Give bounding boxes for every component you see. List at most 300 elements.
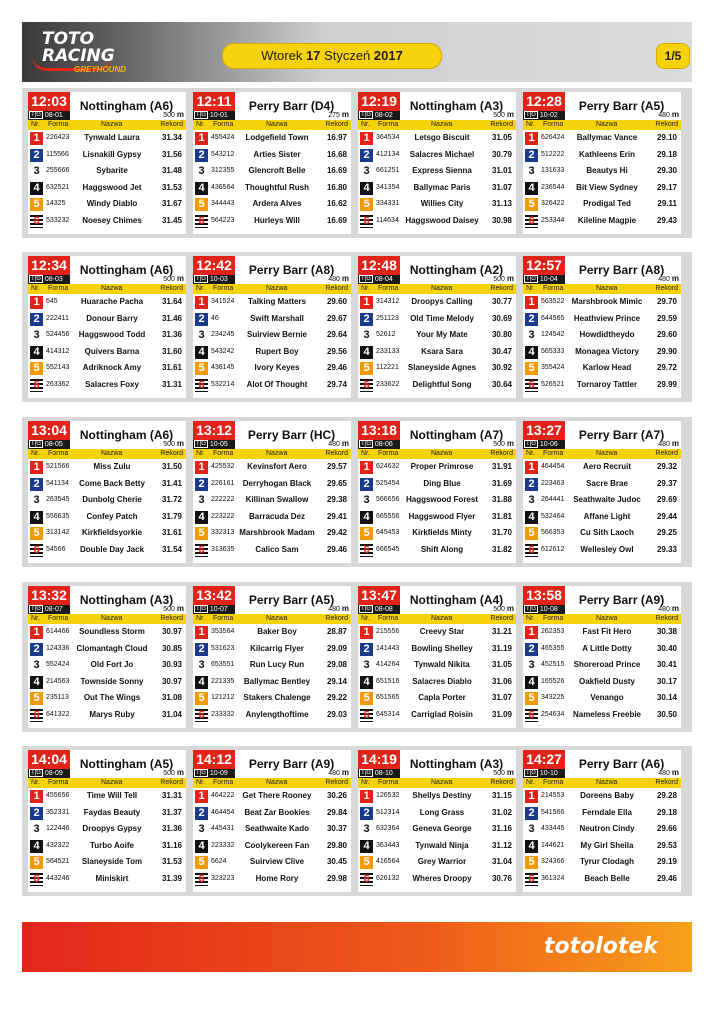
col-forma: Forma [48, 450, 69, 457]
race-code [28, 769, 70, 778]
distance-unit: m [506, 110, 514, 119]
runner-form: 524456 [46, 331, 70, 338]
col-nazwa: Nazwa [101, 615, 123, 622]
race-code-value: 08-02 [374, 112, 393, 119]
trap-number: 4 [195, 346, 208, 359]
runner-form: 131633 [541, 167, 565, 174]
runner-form: 54566 [46, 545, 66, 553]
runner-record: 31.21 [491, 627, 512, 636]
race-distance [658, 439, 679, 448]
runner-row [523, 838, 681, 855]
col-nazwa: Nazwa [101, 450, 123, 457]
race-code [193, 769, 235, 778]
runner-record: 31.61 [161, 363, 182, 372]
runner-form: 443246 [46, 874, 70, 882]
runner-row [523, 657, 681, 674]
runner-name: Donour Barry [86, 313, 138, 323]
tg-badge-icon: T|G [31, 276, 41, 283]
table-header [193, 449, 351, 459]
runner-form: 452515 [541, 661, 565, 668]
runner-form: 253344 [541, 216, 565, 224]
runner-form: 46 [211, 314, 219, 322]
distance-unit: m [671, 439, 679, 448]
runner-name: Droopys Gypsy [82, 824, 142, 833]
runner-form: 233133 [376, 347, 400, 355]
race-code [523, 769, 565, 778]
runner-name: Salacres Diablo [412, 676, 472, 686]
runner-form: 334331 [376, 200, 400, 207]
trap-number: 5 [30, 856, 43, 869]
trap-number: 5 [195, 856, 208, 869]
runner-row [28, 690, 186, 707]
race-header [28, 421, 186, 449]
distance-value: 500 [493, 770, 505, 777]
runner-name: Ding Blue [423, 478, 461, 488]
runner-name: Ardera Alves [252, 199, 302, 208]
runner-name: Rupert Boy [255, 346, 299, 356]
runner-row [28, 360, 186, 377]
runner-name: Dunbolg Cherie [82, 495, 142, 504]
runner-record: 31.37 [161, 807, 182, 817]
race-code-value: 08-10 [374, 770, 393, 777]
runner-record: 29.64 [326, 330, 347, 339]
runner-name: Long Grass [419, 807, 465, 817]
page-number: 1/5 [656, 43, 690, 69]
col-rekord: Rekord [655, 285, 678, 292]
tg-badge-icon: T|G [361, 770, 371, 777]
runner-form: 626424 [541, 134, 565, 141]
col-nazwa: Nazwa [266, 285, 288, 292]
trap-number: 2 [30, 643, 43, 656]
race-track: Nottingham (A2) [409, 263, 504, 277]
runner-record: 29.80 [326, 840, 347, 850]
runner-record: 31.46 [161, 313, 182, 323]
trap-number: 4 [30, 676, 43, 689]
race-distance [328, 768, 349, 777]
col-nr: Nr. [31, 779, 40, 786]
runner-record: 30.64 [491, 379, 512, 389]
runner-record: 31.45 [161, 215, 182, 225]
runner-form: 114634 [376, 216, 399, 224]
runner-row [523, 624, 681, 641]
runner-record: 29.46 [656, 873, 677, 883]
trap-number: 4 [525, 840, 538, 853]
col-nazwa: Nazwa [266, 121, 288, 128]
runner-name: Miniskirt [95, 873, 129, 883]
runner-record: 29.74 [326, 379, 347, 389]
runner-name: Ballymac Paris [413, 182, 471, 192]
trap-number: 2 [525, 313, 538, 326]
tg-badge-icon: T|G [196, 770, 206, 777]
distance-value: 500 [493, 441, 505, 448]
trap-number: 6 [30, 379, 43, 392]
race-distance [658, 768, 679, 777]
race-code-value: 08-01 [44, 112, 63, 119]
distance-unit: m [506, 604, 514, 613]
runner-name: Tynwald Ninja [415, 840, 469, 850]
runner-record: 30.98 [491, 215, 512, 225]
runner-row [358, 344, 516, 361]
distance-unit: m [176, 768, 184, 777]
runner-row [358, 509, 516, 526]
distance-unit: m [176, 274, 184, 283]
race-distance [493, 604, 514, 613]
trap-number: 3 [30, 823, 43, 836]
runner-name: Heathview Prince [573, 313, 641, 323]
runner-form: 236544 [541, 183, 565, 191]
runner-row [523, 213, 681, 230]
table-header [358, 614, 516, 624]
race-code-value: 10-09 [209, 770, 228, 777]
race-time: 14:19 [358, 750, 400, 769]
runner-record: 29.42 [326, 528, 347, 537]
runner-row [358, 854, 516, 871]
trap-number: 2 [195, 313, 208, 326]
col-forma: Forma [213, 450, 234, 457]
runner-row [523, 147, 681, 164]
col-rekord: Rekord [325, 450, 348, 457]
runner-name: Seathwaite Judoc [573, 495, 641, 504]
col-nazwa: Nazwa [596, 450, 618, 457]
runner-form: 641322 [46, 710, 70, 718]
race-code [28, 111, 70, 120]
runner-form: 121212 [211, 694, 235, 701]
runner-form: 651565 [376, 694, 400, 701]
runner-form: 532464 [541, 512, 565, 520]
race-code [523, 440, 565, 449]
runner-row [358, 821, 516, 838]
runner-record: 30.69 [491, 313, 512, 323]
date-day: 17 [305, 48, 321, 63]
runner-row [358, 542, 516, 559]
runner-form: 445431 [211, 825, 235, 832]
trap-number: 1 [360, 132, 373, 145]
runner-form: 526521 [541, 380, 565, 388]
trap-number: 5 [30, 692, 43, 705]
col-nazwa: Nazwa [596, 779, 618, 786]
tg-badge-icon: T|G [526, 112, 536, 119]
runner-row [193, 674, 351, 691]
runner-form: 432322 [46, 841, 70, 849]
race-time: 12:57 [523, 256, 565, 275]
runner-form: 251123 [376, 314, 399, 322]
runner-name: Barracuda Dez [248, 511, 306, 521]
tg-badge-icon: T|G [526, 606, 536, 613]
race-time: 13:32 [28, 586, 70, 605]
runner-name: Karlow Head [582, 363, 632, 372]
runner-form: 126532 [376, 792, 400, 799]
runner-name: Tyrur Clodagh [579, 857, 635, 866]
logo-text-racing: RACING [42, 46, 115, 66]
runner-row [193, 492, 351, 509]
trap-number: 2 [30, 807, 43, 820]
race-time: 13:04 [28, 421, 70, 440]
runner-name: Clomantagh Cloud [76, 643, 148, 653]
trap-number: 2 [30, 149, 43, 162]
race-header [358, 586, 516, 614]
runner-row [358, 163, 516, 180]
runner-record: 31.07 [491, 182, 512, 192]
runner-name: Old Fort Jo [90, 660, 134, 669]
runner-row [358, 788, 516, 805]
runner-name: Soundless Storm [79, 627, 145, 636]
trap-number: 5 [360, 692, 373, 705]
runner-record: 31.04 [491, 857, 512, 866]
runner-record: 16.68 [326, 149, 347, 159]
col-nazwa: Nazwa [266, 450, 288, 457]
distance-value: 500 [493, 276, 505, 283]
trap-number: 5 [360, 362, 373, 375]
runner-form: 326422 [541, 200, 565, 207]
runner-row [358, 130, 516, 147]
runner-form: 414312 [46, 347, 70, 355]
table-header [523, 120, 681, 130]
race-header [193, 586, 351, 614]
race-code [358, 111, 400, 120]
col-rekord: Rekord [490, 779, 513, 786]
trap-number: 3 [30, 329, 43, 342]
runner-name: My Girl Sheila [580, 840, 634, 850]
runner-record: 29.90 [656, 346, 677, 356]
runner-record: 16.69 [326, 166, 347, 175]
race-card [193, 750, 351, 892]
table-header [523, 449, 681, 459]
col-rekord: Rekord [655, 779, 678, 786]
race-track: Nottingham (A5) [79, 757, 174, 771]
tg-badge-icon: T|G [196, 112, 206, 119]
distance-unit: m [671, 604, 679, 613]
col-forma: Forma [48, 285, 69, 292]
runner-record: 29.46 [326, 363, 347, 372]
runner-record: 29.08 [326, 660, 347, 669]
trap-number: 3 [360, 659, 373, 672]
trap-number: 6 [30, 215, 43, 228]
distance-value: 500 [163, 112, 175, 119]
runner-name: Beautys Hi [586, 166, 628, 175]
trap-number: 2 [30, 478, 43, 491]
col-rekord: Rekord [160, 450, 183, 457]
runner-row [28, 641, 186, 658]
runner-form: 14325 [46, 200, 66, 207]
runner-record: 30.45 [326, 857, 347, 866]
col-forma: Forma [213, 615, 234, 622]
race-track: Nottingham (A3) [79, 593, 174, 607]
race-header [523, 750, 681, 778]
col-forma: Forma [48, 615, 69, 622]
runner-record: 29.18 [656, 807, 677, 817]
runner-form: 355424 [541, 364, 565, 371]
race-header [193, 750, 351, 778]
runner-form: 455656 [46, 792, 70, 799]
runner-form: 552424 [46, 661, 70, 668]
trap-number: 3 [525, 823, 538, 836]
runner-form: 221335 [211, 677, 235, 685]
runner-record: 31.06 [491, 676, 512, 686]
trap-number: 6 [30, 544, 43, 557]
trap-number: 1 [195, 626, 208, 639]
distance-unit: m [506, 439, 514, 448]
runner-record: 30.50 [656, 709, 677, 719]
col-nr: Nr. [196, 121, 205, 128]
trap-number: 6 [525, 544, 538, 557]
trap-number: 4 [525, 676, 538, 689]
runner-row [358, 213, 516, 230]
race-code-value: 08-03 [44, 276, 63, 283]
race-code [193, 440, 235, 449]
race-code-value: 08-07 [44, 606, 63, 613]
runner-name: Windy Diablo [86, 199, 138, 208]
runner-record: 29.10 [656, 133, 677, 142]
trap-number: 2 [195, 807, 208, 820]
runner-form: 464454 [541, 463, 565, 470]
date-weekday: Wtorek [261, 48, 303, 63]
runner-name: Wheres Droopy [412, 873, 472, 883]
distance-value: 480 [328, 276, 340, 283]
trap-number: 3 [525, 329, 538, 342]
race-track: Perry Barr (A9) [578, 593, 665, 607]
distance-unit: m [671, 274, 679, 283]
runner-record: 29.53 [656, 840, 677, 850]
race-card [523, 750, 681, 892]
col-forma: Forma [543, 615, 564, 622]
runner-record: 31.19 [491, 643, 512, 653]
race-code [523, 275, 565, 284]
runner-record: 30.41 [656, 660, 677, 669]
col-nazwa: Nazwa [431, 121, 453, 128]
runner-form: 436564 [211, 183, 235, 191]
runner-form: 512314 [376, 808, 400, 816]
runner-name: Oakfield Dusty [578, 676, 635, 686]
runner-form: 626132 [376, 874, 400, 882]
runner-record: 29.33 [656, 544, 677, 554]
runner-row [358, 871, 516, 888]
runner-form: 124336 [46, 644, 70, 652]
runner-name: Coolykereen Fan [244, 840, 310, 850]
col-nr: Nr. [361, 450, 370, 457]
runner-form: 115566 [46, 150, 69, 158]
race-card [28, 421, 186, 563]
race-time: 13:47 [358, 586, 400, 605]
runner-row [523, 196, 681, 213]
race-card [358, 586, 516, 728]
runner-form: 233622 [376, 380, 400, 388]
runner-form: 566353 [541, 529, 565, 536]
runner-record: 31.72 [161, 495, 182, 504]
runner-name: Ivory Keyes [254, 363, 300, 372]
runner-row [358, 690, 516, 707]
runner-record: 29.43 [656, 215, 677, 225]
runner-row [523, 525, 681, 542]
race-card [28, 750, 186, 892]
runner-row [193, 163, 351, 180]
col-nr: Nr. [196, 450, 205, 457]
race-code [28, 605, 70, 614]
trap-number: 3 [525, 494, 538, 507]
table-header [28, 284, 186, 294]
runner-name: Affane Light [583, 511, 631, 521]
runner-name: Slaneyside Tom [81, 857, 143, 866]
runner-form: 112221 [376, 364, 399, 371]
race-distance [163, 274, 184, 283]
runner-name: Stakers Chalenge [243, 693, 311, 702]
runner-row [28, 311, 186, 328]
runner-form: 364534 [376, 134, 400, 141]
runner-name: Ksara Sara [421, 346, 463, 356]
race-track: Perry Barr (A8) [578, 263, 665, 277]
runner-row [358, 196, 516, 213]
runner-row [358, 311, 516, 328]
runner-record: 31.09 [491, 709, 512, 719]
race-code [523, 605, 565, 614]
tg-badge-icon: T|G [361, 606, 371, 613]
runner-record: 31.82 [491, 544, 512, 554]
col-nr: Nr. [361, 285, 370, 292]
runner-name: Home Rory [255, 873, 299, 883]
race-time: 12:19 [358, 92, 400, 111]
race-code-value: 10-05 [209, 441, 228, 448]
table-header [193, 778, 351, 788]
runner-form: 226161 [211, 479, 235, 487]
runner-record: 29.98 [326, 873, 347, 883]
race-header [193, 92, 351, 120]
runner-record: 30.37 [326, 824, 347, 833]
race-distance [163, 604, 184, 613]
col-nr: Nr. [196, 779, 205, 786]
race-code-value: 08-09 [44, 770, 63, 777]
runner-record: 29.14 [326, 676, 347, 686]
runner-form: 343225 [541, 694, 565, 701]
runner-name: Lisnakill Gypsy [82, 149, 142, 159]
runner-record: 29.65 [326, 478, 347, 488]
runner-row [28, 838, 186, 855]
runner-record: 16.97 [326, 133, 347, 142]
distance-unit: m [341, 110, 349, 119]
trap-number: 3 [30, 165, 43, 178]
race-card [193, 92, 351, 234]
runner-name: Kirkfieldsyorkie [81, 528, 143, 537]
runner-record: 29.18 [656, 149, 677, 159]
runner-record: 31.02 [491, 807, 512, 817]
distance-unit: m [176, 439, 184, 448]
runner-row [358, 624, 516, 641]
tg-badge-icon: T|G [31, 441, 41, 448]
race-code-value: 10-06 [539, 441, 558, 448]
runner-record: 31.60 [161, 346, 182, 356]
runner-record: 29.09 [326, 643, 347, 653]
runner-record: 29.72 [656, 363, 677, 372]
race-card [523, 256, 681, 398]
runner-record: 31.16 [161, 840, 182, 850]
runner-name: Haggswood Forest [405, 495, 478, 504]
runner-form: 653551 [211, 661, 235, 668]
runner-record: 29.37 [656, 478, 677, 488]
trap-number: 1 [30, 296, 43, 309]
race-card [523, 586, 681, 728]
runner-name: Sybarite [96, 166, 128, 175]
runner-form: 651516 [376, 677, 400, 685]
runner-name: Beach Belle [584, 873, 630, 883]
race-card [28, 256, 186, 398]
trap-number: 4 [30, 182, 43, 195]
race-time: 13:42 [193, 586, 235, 605]
trap-number: 2 [525, 149, 538, 162]
trap-number: 5 [195, 198, 208, 211]
runner-form: 425532 [211, 463, 235, 470]
runner-record: 31.69 [491, 478, 512, 488]
distance-value: 500 [493, 606, 505, 613]
runner-name: Huarache Pacha [80, 297, 144, 306]
race-code [358, 769, 400, 778]
